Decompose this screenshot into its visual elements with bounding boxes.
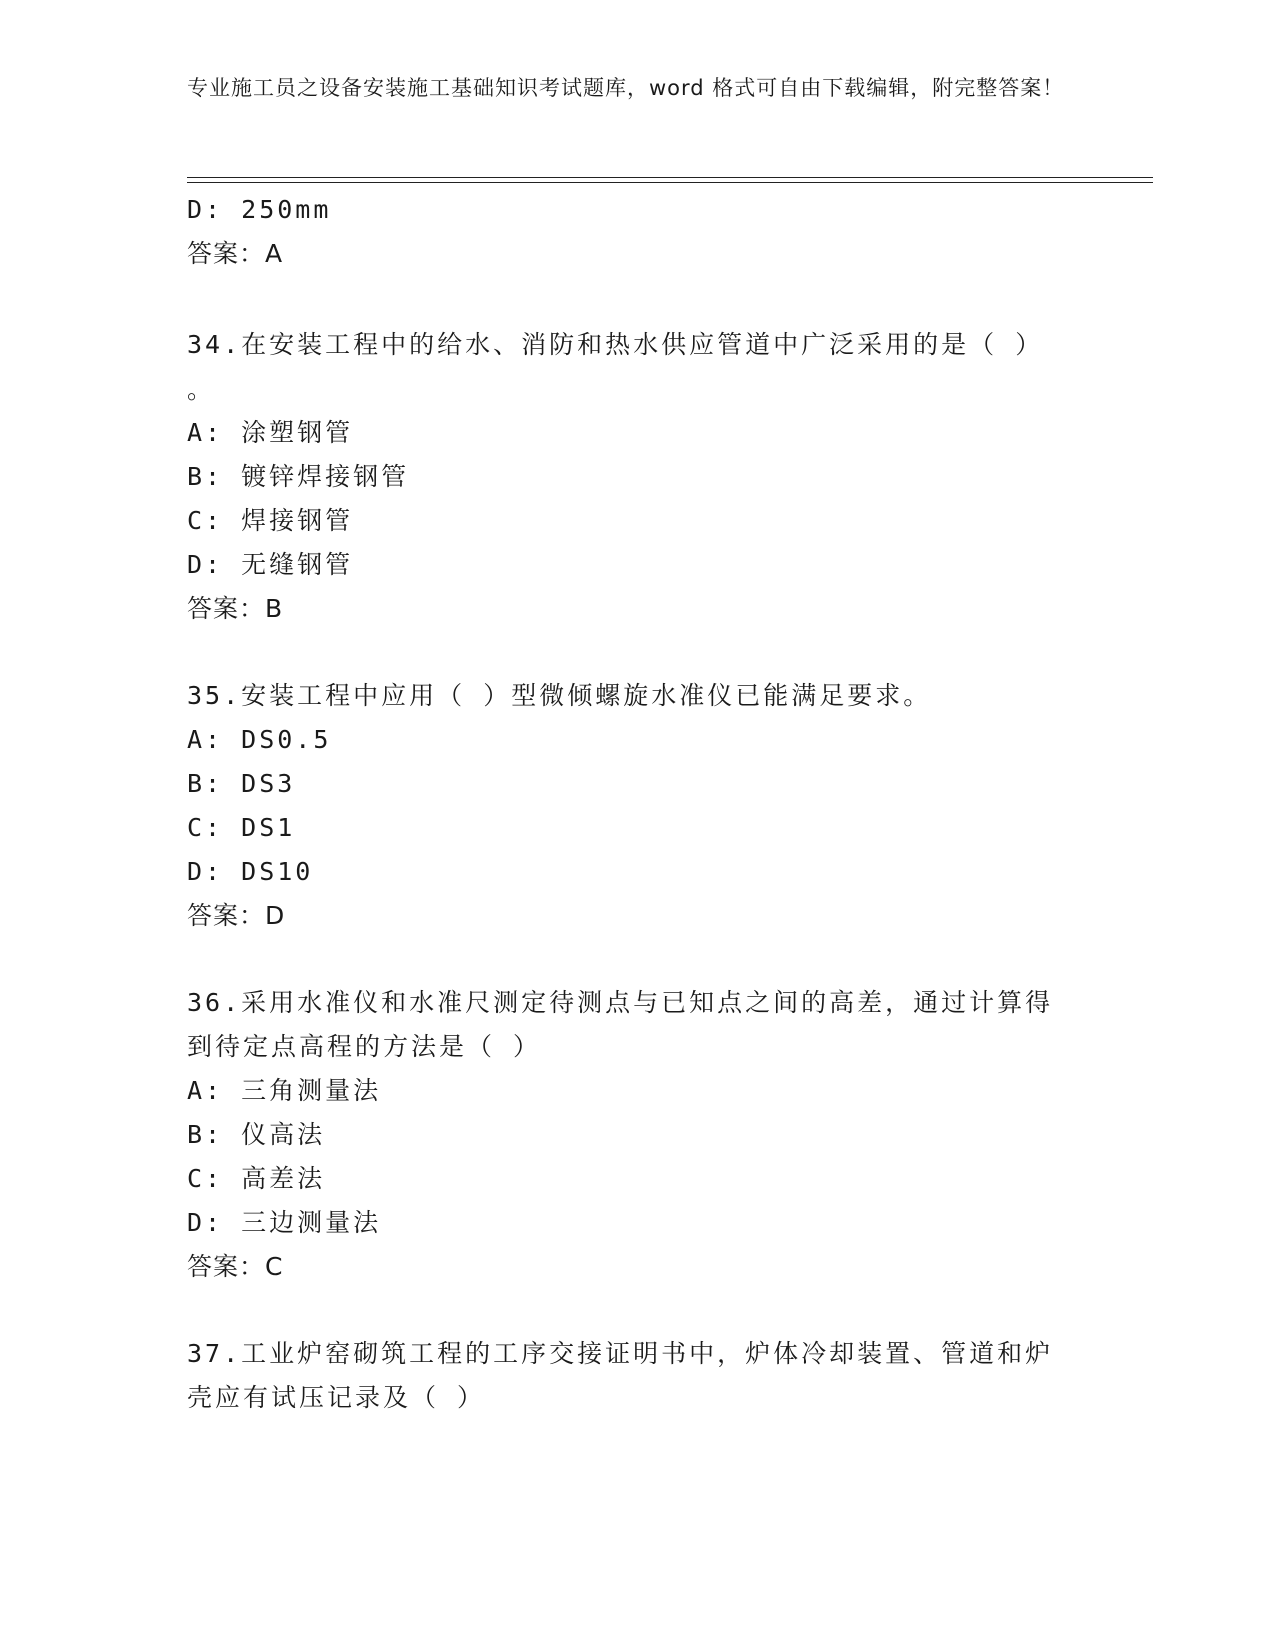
- question-34-stem-cont: 。: [187, 375, 216, 404]
- question-36-option-d: D: 三边测量法: [187, 1208, 382, 1237]
- question-36-option-c: C: 高差法: [187, 1164, 326, 1193]
- option-d: D: 250mm: [187, 195, 332, 224]
- question-36-stem: 36.采用水准仪和水准尺测定待测点与已知点之间的高差，通过计算得: [187, 988, 1054, 1017]
- question-35-option-b: B: DS3: [187, 769, 296, 798]
- question-35-option-d: D: DS10: [187, 857, 314, 886]
- header-divider-bottom: [187, 182, 1153, 183]
- question-37-stem: 37.工业炉窑砌筑工程的工序交接证明书中，炉体冷却装置、管道和炉: [187, 1339, 1054, 1368]
- question-34-stem: 34.在安装工程中的给水、消防和热水供应管道中广泛采用的是（ ）: [187, 330, 1044, 359]
- question-36-option-a: A: 三角测量法: [187, 1076, 382, 1105]
- question-37-stem-cont: 壳应有试压记录及（ ）: [187, 1383, 486, 1412]
- question-34-option-c: C: 焊接钢管: [187, 506, 354, 535]
- document-header: 专业施工员之设备安装施工基础知识考试题库，word 格式可自由下载编辑，附完整答案！: [187, 76, 1065, 100]
- question-36-stem-cont: 到待定点高程的方法是（ ）: [187, 1032, 542, 1061]
- question-35-option-c: C: DS1: [187, 813, 296, 842]
- question-36-option-b: B: 仪高法: [187, 1120, 326, 1149]
- question-36-answer: 答案：C: [187, 1252, 284, 1281]
- header-divider-top: [187, 177, 1153, 178]
- question-35-option-a: A: DS0.5: [187, 725, 332, 754]
- question-34-option-a: A: 涂塑钢管: [187, 418, 354, 447]
- answer: 答案：A: [187, 239, 284, 268]
- question-34-answer: 答案：B: [187, 594, 284, 623]
- question-35-stem: 35.安装工程中应用（ ）型微倾螺旋水准仪已能满足要求。: [187, 681, 932, 710]
- question-34-option-b: B: 镀锌焊接钢管: [187, 462, 410, 491]
- question-34-option-d: D: 无缝钢管: [187, 550, 354, 579]
- question-35-answer: 答案：D: [187, 901, 286, 930]
